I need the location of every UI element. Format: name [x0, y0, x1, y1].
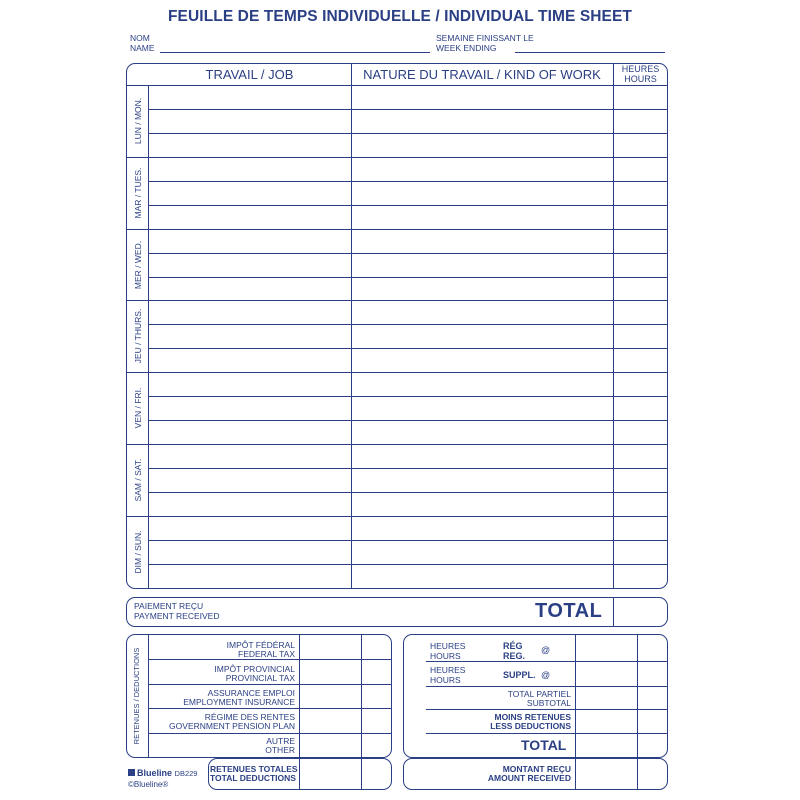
payment-received-fr: PAIEMENT REÇU — [134, 601, 204, 611]
provincial-tax-en: PROVINCIAL TAX — [225, 673, 295, 683]
pension-plan-fr: RÉGIME DES RENTES — [204, 712, 295, 722]
name-label-en: NAME — [130, 42, 155, 53]
deductions-side-divider — [148, 635, 149, 757]
amount-received-label — [430, 765, 571, 783]
brand-name: Blueline — [137, 768, 173, 778]
day-separator — [127, 516, 667, 517]
overtime-hours-label — [430, 666, 465, 685]
row-line — [148, 277, 667, 278]
total-deductions-col1 — [299, 759, 300, 789]
payment-total-label: TOTAL — [535, 600, 603, 622]
col-divider-hours — [613, 64, 614, 588]
header-divider — [127, 85, 667, 86]
header-hours — [613, 65, 668, 84]
overtime-hours-fr: HEURES — [430, 665, 466, 675]
day-label-wed: MER / WED. — [133, 240, 143, 290]
row-line — [148, 205, 667, 206]
provincial-tax-label — [150, 665, 295, 683]
at-sign: @ — [541, 670, 551, 680]
payment-received-en: PAYMENT RECEIVED — [134, 610, 220, 621]
provincial-tax-fr: IMPÔT PROVINCIAL — [214, 664, 295, 674]
reg-en: REG. — [503, 651, 526, 661]
day-label-sat: SAM / SAT. — [133, 458, 143, 502]
name-label-fr: NOM — [130, 33, 150, 43]
less-deductions-fr: MOINS RETENUES — [494, 712, 571, 722]
day-label-thu: JEU / THURS. — [133, 308, 143, 364]
row-line — [148, 396, 667, 397]
week-ending-label-en: WEEK ENDING — [436, 42, 497, 53]
at-sign: @ — [541, 645, 551, 655]
regular-rate-label — [503, 641, 525, 661]
summary-total-label: TOTAL — [521, 737, 567, 753]
less-deductions-label — [430, 713, 571, 731]
reg-fr: RÉG — [503, 641, 523, 651]
day-label-sun: DIM / SUN. — [133, 530, 143, 574]
row-line — [148, 420, 667, 421]
payment-total-field[interactable] — [615, 599, 665, 625]
federal-tax-fr: IMPÔT FÉDÉRAL — [226, 640, 295, 650]
copyright: ©Blueline® — [128, 780, 169, 789]
row-line — [148, 109, 667, 110]
header-kind-of-work: NATURE DU TRAVAIL / KIND OF WORK — [363, 67, 601, 82]
row-line — [148, 468, 667, 469]
col-divider-day — [148, 85, 149, 588]
other-deduction-fr: AUTRE — [266, 736, 295, 746]
col-divider-job — [351, 64, 352, 588]
amount-received-col2 — [637, 759, 638, 789]
deductions-side-label: RETENUES / DEDUCTIONS — [132, 647, 141, 745]
regular-hours-en: HOURS — [430, 650, 461, 661]
header-job: TRAVAIL / JOB — [205, 67, 294, 82]
other-deduction-en: OTHER — [265, 745, 295, 755]
subtotal-fr: TOTAL PARTIEL — [507, 689, 571, 699]
day-label-tue: MAR / TUES. — [133, 167, 143, 219]
row-line — [148, 492, 667, 493]
employment-insurance-fr: ASSURANCE EMPLOI — [207, 688, 295, 698]
row-line — [148, 133, 667, 134]
amount-received-en: AMOUNT RECEIVED — [487, 773, 571, 783]
payment-divider — [613, 598, 614, 626]
row-line — [148, 181, 667, 182]
day-separator — [127, 372, 667, 373]
federal-tax-label — [150, 641, 295, 659]
day-label-mon: LUN / MON. — [133, 97, 143, 145]
row-line — [148, 659, 391, 660]
row-line — [426, 733, 667, 734]
other-deduction-label — [150, 737, 295, 755]
row-line — [148, 540, 667, 541]
day-separator — [127, 229, 667, 230]
day-separator — [127, 444, 667, 445]
day-separator — [127, 157, 667, 158]
row-line — [148, 684, 391, 685]
header-hours-en: HOURS — [624, 73, 657, 84]
summary-col1 — [575, 635, 576, 757]
row-line — [148, 564, 667, 565]
total-deductions-fr: RETENUES TOTALES — [210, 764, 298, 774]
payment-received-label — [134, 602, 220, 621]
less-deductions-en: LESS DEDUCTIONS — [490, 721, 571, 731]
row-line — [148, 253, 667, 254]
regular-hours-label — [430, 642, 465, 661]
name-label — [130, 34, 155, 53]
form-title: FEUILLE DE TEMPS INDIVIDUELLE / INDIVIDUAL TIME SHEET — [167, 8, 633, 25]
total-deductions-en: TOTAL DEDUCTIONS — [210, 773, 296, 783]
week-ending-field[interactable] — [515, 52, 665, 53]
name-field[interactable] — [160, 52, 430, 53]
amount-received-col1 — [575, 759, 576, 789]
suppl-label: SUPPL. — [503, 670, 536, 680]
pension-plan-label — [150, 713, 295, 731]
overtime-hours-en: HOURS — [430, 674, 461, 685]
row-line — [148, 348, 667, 349]
federal-tax-en: FEDERAL TAX — [238, 649, 295, 659]
row-line — [426, 709, 667, 710]
subtotal-label — [430, 690, 571, 708]
row-line — [148, 324, 667, 325]
row-line — [426, 686, 667, 687]
brand-logo — [128, 768, 197, 778]
product-code: DB229 — [174, 769, 198, 778]
amount-received-fr: MONTANT REÇU — [502, 764, 571, 774]
employment-insurance-en: EMPLOYMENT INSURANCE — [183, 697, 295, 707]
total-deductions-label — [210, 764, 298, 783]
week-ending-label-fr: SEMAINE FINISSANT LE — [436, 33, 534, 43]
week-ending-label — [436, 34, 534, 53]
brand-square-icon — [128, 769, 135, 776]
total-deductions-col2 — [361, 759, 362, 789]
row-line — [426, 661, 667, 662]
pension-plan-en: GOVERNMENT PENSION PLAN — [169, 721, 295, 731]
time-table — [126, 63, 668, 589]
deductions-col2 — [361, 635, 362, 757]
regular-hours-fr: HEURES — [430, 641, 466, 651]
row-line — [148, 733, 391, 734]
header-hours-fr: HEURES — [621, 64, 660, 74]
day-label-fri: VEN / FRI. — [133, 387, 143, 429]
employment-insurance-label — [150, 689, 295, 707]
row-line — [148, 708, 391, 709]
deductions-col1 — [299, 635, 300, 757]
day-separator — [127, 300, 667, 301]
summary-col2 — [637, 635, 638, 757]
subtotal-en: SUBTOTAL — [526, 698, 571, 708]
